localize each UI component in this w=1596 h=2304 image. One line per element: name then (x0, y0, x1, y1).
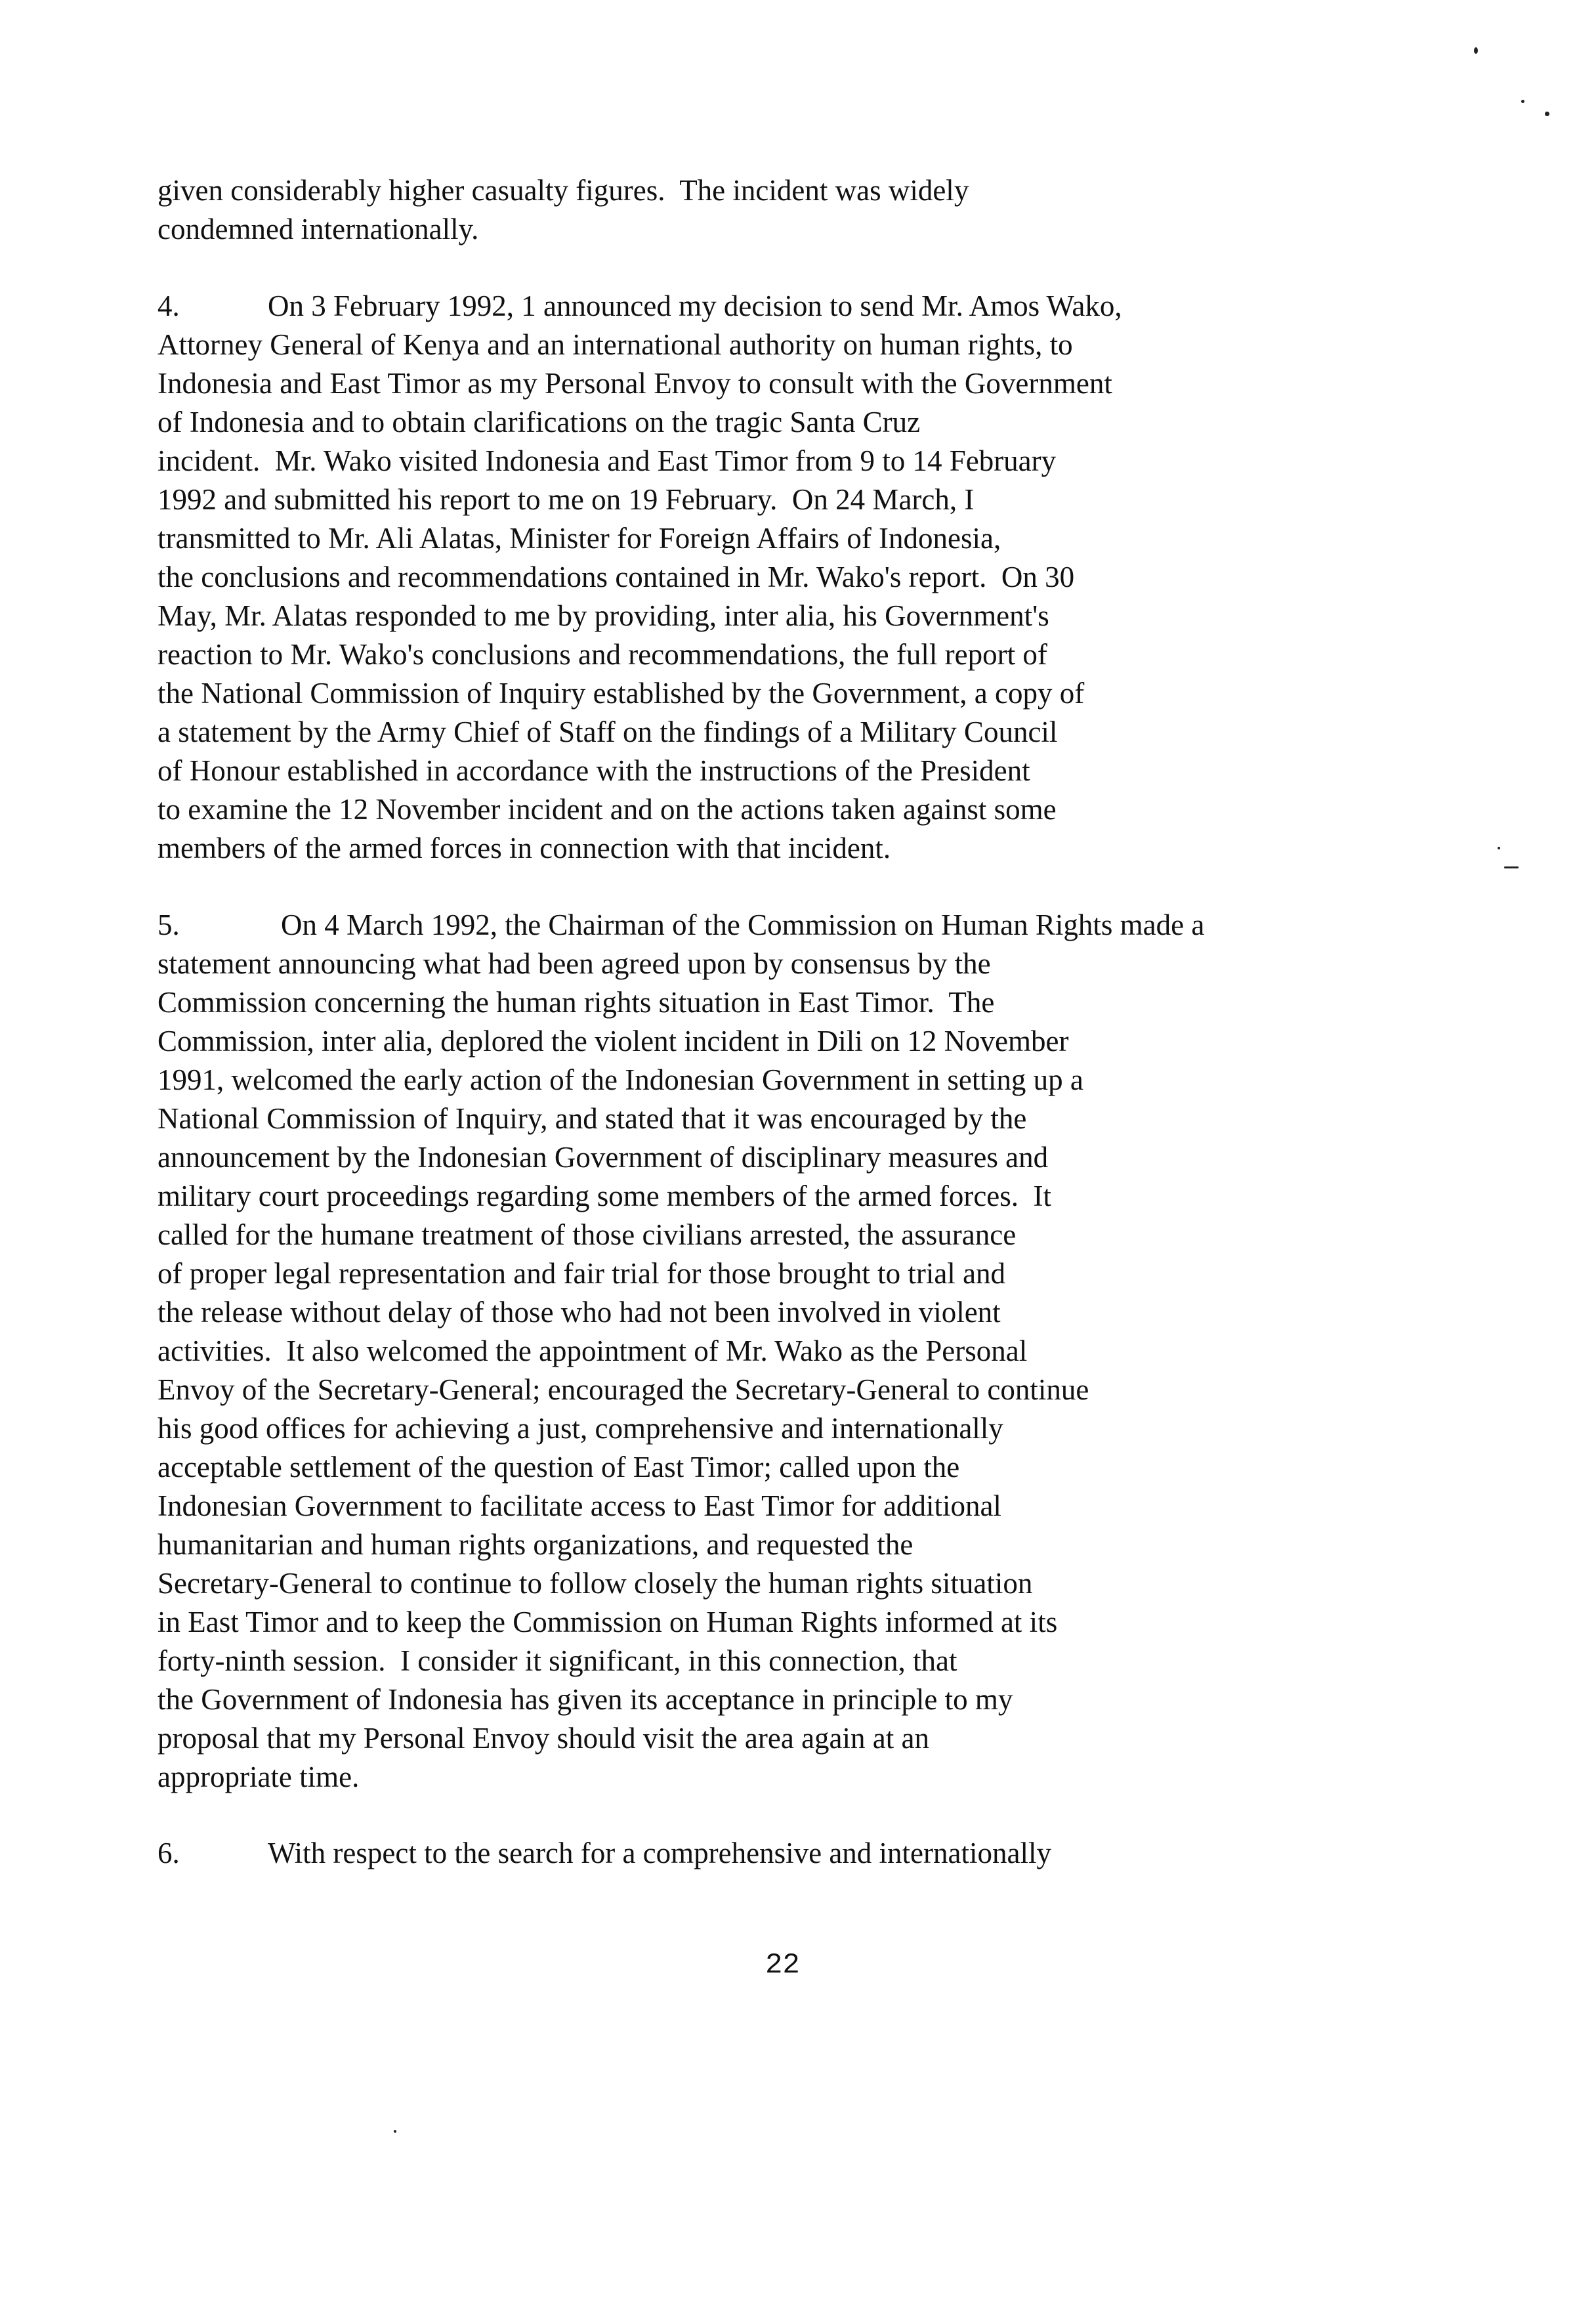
text-line: Commission, inter alia, deplored the violent incident in Dili on 12 November (158, 1025, 1069, 1057)
text-line: of Honour established in accordance with the instructions of the President (158, 754, 1030, 787)
text-line: 1992 and submitted his report to me on 19 February. On 24 March, I (158, 483, 975, 516)
text-line: On 3 February 1992, 1 announced my decision to send Mr. Amos Wako, (268, 289, 1122, 322)
text-line: condemned internationally. (158, 213, 479, 245)
text-line: Indonesian Government to facilitate access to East Timor for additional (158, 1489, 1001, 1522)
text-line: National Commission of Inquiry, and stated that it was encouraged by the (158, 1102, 1027, 1135)
page-number: 22 (765, 1949, 800, 1982)
text-line: With respect to the search for a comprehensive and internationally (268, 1837, 1051, 1869)
text-line: of Indonesia and to obtain clarifications on the tragic Santa Cruz (158, 406, 921, 438)
text-line: forty-ninth session. I consider it significant, in this connection, that (158, 1644, 957, 1677)
text-line: given considerably higher casualty figures. The incident was widely (158, 174, 969, 207)
scan-speck (1498, 847, 1500, 849)
text-line: incident. Mr. Wako visited Indonesia and East Timor from 9 to 14 February (158, 444, 1057, 477)
text-line: of proper legal representation and fair trial for those brought to trial and (158, 1257, 1006, 1290)
text-line: members of the armed forces in connection with that incident. (158, 832, 891, 864)
text-line: called for the humane treatment of those civilians arrested, the assurance (158, 1218, 1017, 1251)
text-line: the Government of Indonesia has given its acceptance in principle to my (158, 1683, 1013, 1716)
text-line: Secretary-General to continue to follow closely the human rights situation (158, 1567, 1033, 1600)
paragraph-number: 4. (158, 289, 180, 322)
text-line: appropriate time. (158, 1760, 360, 1793)
text-line: May, Mr. Alatas responded to me by providing, inter alia, his Government's (158, 599, 1049, 632)
text-line: announcement by the Indonesian Government of disciplinary measures and (158, 1141, 1049, 1174)
text-line: humanitarian and human rights organizations, and requested the (158, 1528, 914, 1561)
text-line: 1991, welcomed the early action of the Indonesian Government in setting up a (158, 1063, 1083, 1096)
text-line: Indonesia and East Timor as my Personal Envoy to consult with the Government (158, 367, 1112, 400)
text-line: a statement by the Army Chief of Staff on the findings of a Military Council (158, 715, 1058, 748)
text-line: the conclusions and recommendations contained in Mr. Wako's report. On 30 (158, 561, 1075, 593)
text-line: proposal that my Personal Envoy should visit the area again at an (158, 1722, 929, 1755)
scan-speck (1521, 100, 1524, 103)
text-line: Attorney General of Kenya and an international authority on human rights, to (158, 328, 1073, 361)
text-line: Envoy of the Secretary-General; encouraged the Secretary-General to continue (158, 1373, 1089, 1406)
paragraph-number: 5. (158, 908, 180, 941)
scan-speck (1474, 47, 1478, 54)
text-line: acceptable settlement of the question of East Timor; called upon the (158, 1451, 960, 1483)
paragraph-5-first-line (158, 910, 1204, 940)
scan-speck (1545, 112, 1549, 116)
paragraph-6-first-line (158, 1839, 1051, 1868)
text-line: statement announcing what had been agreed upon by consensus by the (158, 947, 991, 980)
text-line: transmitted to Mr. Ali Alatas, Minister for Foreign Affairs of Indonesia, (158, 522, 1001, 555)
scan-speck (394, 2130, 396, 2133)
text-line: the National Commission of Inquiry established by the Government, a copy of (158, 677, 1085, 710)
text-line: reaction to Mr. Wako's conclusions and recommendations, the full report of (158, 638, 1047, 671)
paragraph-4-first-line (158, 291, 1122, 321)
text-line: to examine the 12 November incident and on the actions taken against some (158, 793, 1057, 826)
text-line: activities. It also welcomed the appointment of Mr. Wako as the Personal (158, 1334, 1028, 1367)
text-line: On 4 March 1992, the Chairman of the Commission on Human Rights made a (281, 908, 1205, 941)
scan-speck (1504, 866, 1519, 868)
text-line: his good offices for achieving a just, comprehensive and internationally (158, 1412, 1003, 1445)
text-line: in East Timor and to keep the Commission on Human Rights informed at its (158, 1606, 1058, 1638)
text-line: Commission concerning the human rights situation in East Timor. The (158, 986, 995, 1019)
text-line: military court proceedings regarding some members of the armed forces. It (158, 1180, 1052, 1212)
text-line: the release without delay of those who had not been involved in violent (158, 1296, 1001, 1329)
paragraph-number: 6. (158, 1837, 180, 1869)
